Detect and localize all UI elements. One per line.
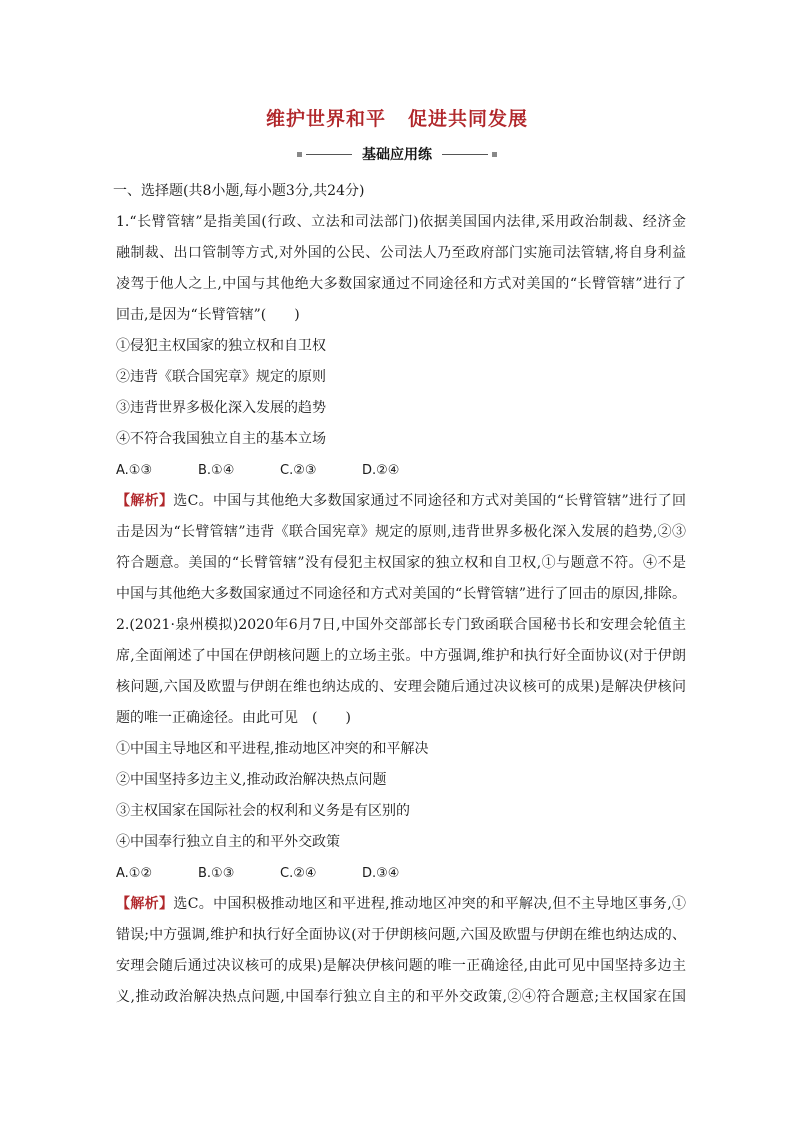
option-c: C.②④: [280, 866, 317, 881]
question-2-item-1: ①中国主导地区和平进程,推动地区冲突的和平解决: [116, 741, 429, 757]
analysis-1-line-4: 中国与其他绝大多数国家通过不同途径和方式对美国的“长臂管辖”进行了回击的原因,排除。: [116, 586, 686, 602]
analysis-tag: 【解析】: [116, 493, 174, 509]
question-2-item-2: ②中国坚持多边主义,推动政治解决热点问题: [116, 772, 387, 788]
option-a: A.①③: [116, 463, 153, 478]
content-body: [113, 176, 686, 1013]
question-1-line-3: 凌驾于他人之上,中国与其他绝大多数国家通过不同途径和方式对美国的“长臂管辖”进行了: [116, 276, 686, 292]
page-title: [0, 104, 794, 131]
question-2: [116, 610, 686, 1013]
question-1-item-2: ②违背《联合国宪章》规定的原则: [116, 369, 326, 385]
analysis-2-line-1: [116, 889, 686, 920]
question-2-item-4: ④中国奉行独立自主的和平外交政策: [116, 834, 340, 850]
question-2-options: [116, 858, 686, 889]
analysis-text: 选C。中国积极推动地区和平进程,推动地区冲突的和平解决,但不主导地区事务,①: [173, 896, 686, 912]
analysis-2-line-3: 安理会随后通过决议核可的成果)是解决伊核问题的唯一正确途径,由此可见中国坚持多边主: [116, 958, 686, 974]
option-d: D.③④: [362, 866, 400, 881]
section-banner: [0, 144, 794, 164]
analysis-1-line-2: 击是因为“长臂管辖”违背《联合国宪章》规定的原则,违背世界多极化深入发展的趋势,②③: [116, 524, 686, 540]
question-2-line-1: 2.(2021·泉州模拟)2020年6月7日,中国外交部部长专门致函联合国秘书长和安理会轮值主: [116, 617, 686, 633]
question-2-line-4: 题的唯一正确途径。由此可见 ( ): [116, 710, 351, 726]
option-a: A.①②: [116, 866, 153, 881]
section-heading: 一、选择题(共8小题,每小题3分,共24分): [113, 183, 365, 199]
question-1-line-1: 1.“长臂管辖”是指美国(行政、立法和司法部门)依据美国国内法律,采用政治制裁、经济金: [116, 214, 686, 230]
option-c: C.②③: [280, 463, 317, 478]
banner-right-square: [492, 152, 497, 157]
analysis-2-line-2: 错误;中方强调,维护和执行好全面协议(对于伊朗核问题,六国及欧盟与伊朗在维也纳达成的、: [116, 927, 686, 943]
question-1-item-1: ①侵犯主权国家的独立权和自卫权: [116, 338, 326, 354]
title-part-1: 维护世界和平: [265, 108, 386, 130]
banner-left-square: [297, 152, 302, 157]
question-1: [116, 207, 686, 610]
analysis-text: 选C。中国与其他绝大多数国家通过不同途径和方式对美国的“长臂管辖”进行了回: [173, 493, 686, 509]
analysis-tag: 【解析】: [116, 896, 174, 912]
analysis-2-line-4: 义,推动政治解决热点问题,中国奉行独立自主的和平外交政策,②④符合题意;主权国家在国: [116, 989, 686, 1005]
question-2-line-2: 席,全面阐述了中国在伊朗核问题上的立场主张。中方强调,维护和执行好全面协议(对于伊朗: [116, 648, 686, 664]
banner-left-rule: [306, 154, 352, 155]
question-2-line-3: 核问题,六国及欧盟与伊朗在维也纳达成的、安理会随后通过决议核可的成果)是解决伊核问: [116, 679, 686, 695]
question-1-line-2: 融制裁、出口管制等方式,对外国的公民、公司法人乃至政府部门实施司法管辖,将自身利益: [116, 245, 686, 261]
analysis-1-line-1: [116, 486, 686, 517]
analysis-1-line-3: 符合题意。美国的“长臂管辖”没有侵犯主权国家的独立权和自卫权,①与题意不符。④不是: [116, 555, 686, 571]
option-b: B.①④: [198, 463, 235, 478]
question-1-line-4: 回击,是因为“长臂管辖”( ): [116, 307, 300, 323]
option-d: D.②④: [362, 463, 400, 478]
question-1-options: [116, 455, 686, 486]
question-1-item-3: ③违背世界多极化深入发展的趋势: [116, 400, 326, 416]
question-1-item-4: ④不符合我国独立自主的基本立场: [116, 431, 326, 447]
banner-right-rule: [442, 154, 488, 155]
section-label: 基础应用练: [362, 147, 432, 163]
option-b: B.①③: [198, 866, 235, 881]
title-part-2: 促进共同发展: [408, 108, 529, 130]
question-2-item-3: ③主权国家在国际社会的权利和义务是有区别的: [116, 803, 410, 819]
